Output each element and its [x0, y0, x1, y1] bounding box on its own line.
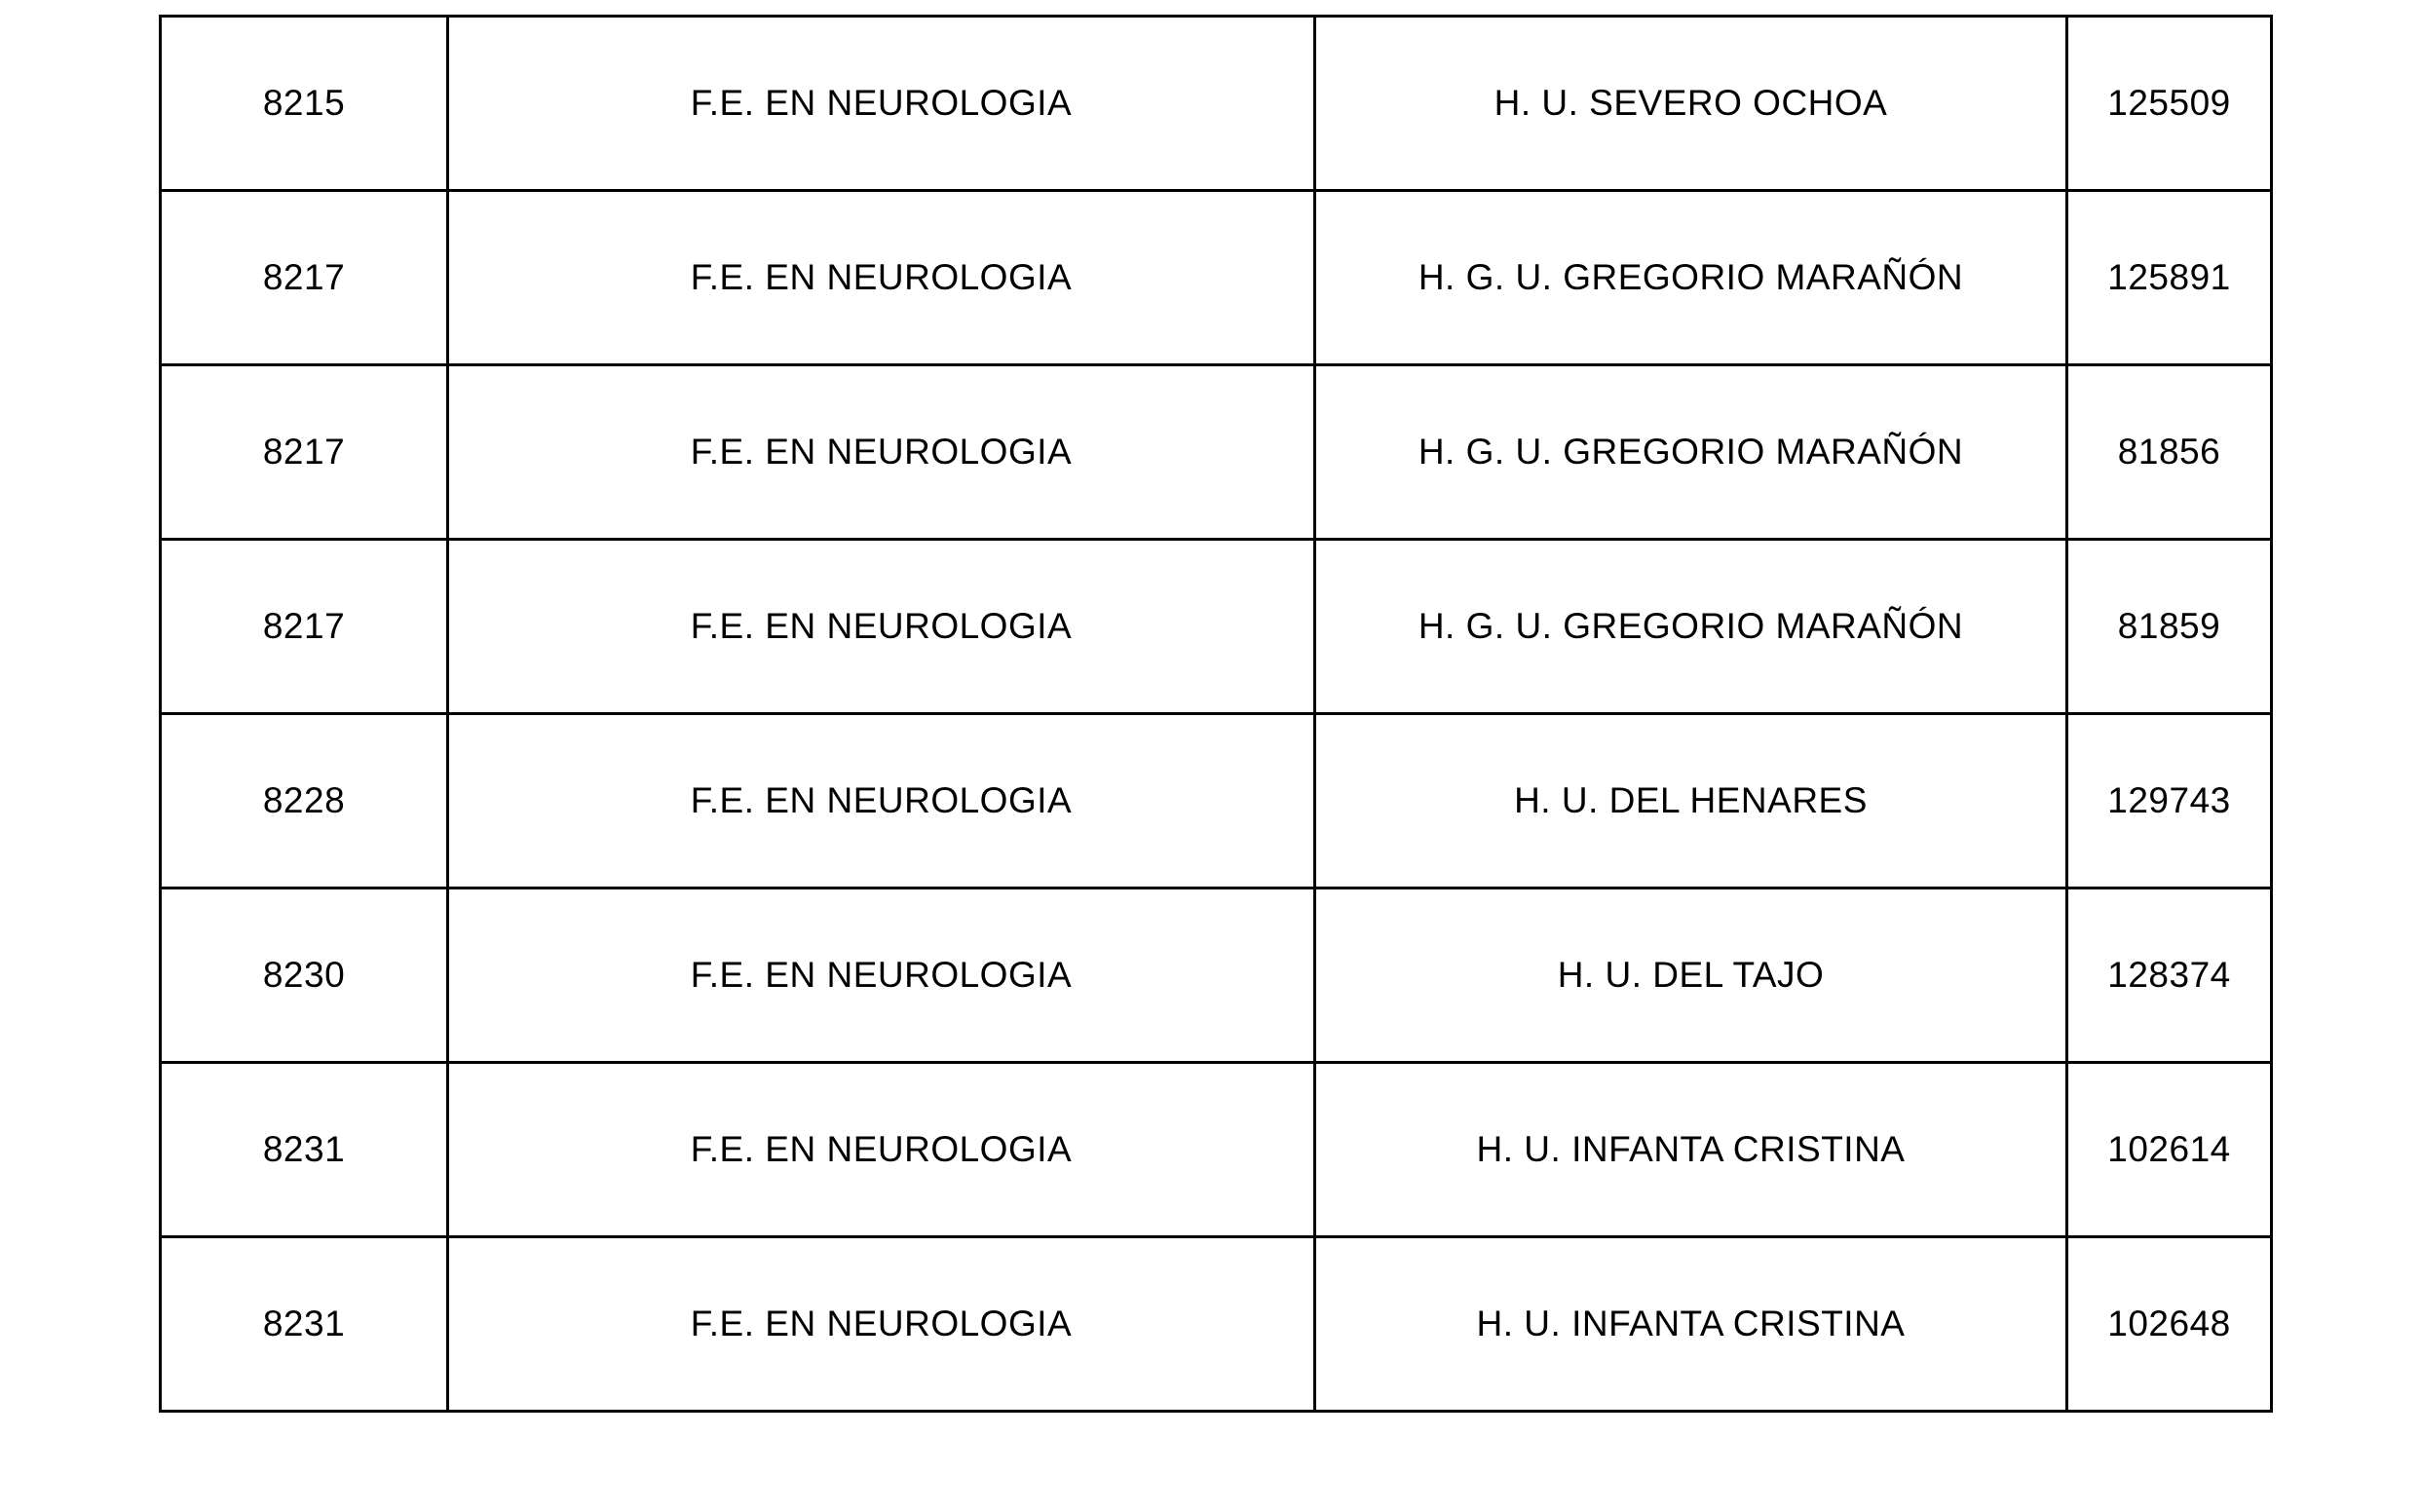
specialty-cell: F.E. EN NEUROLOGIA: [448, 191, 1315, 365]
specialty-cell: F.E. EN NEUROLOGIA: [448, 540, 1315, 714]
code-cell: 8231: [161, 1237, 448, 1412]
positions-table: [159, 15, 2273, 1413]
hospital-cell: H. G. U. GREGORIO MARAÑÓN: [1315, 191, 2067, 365]
number-cell: 81859: [2067, 540, 2272, 714]
number-cell: 128374: [2067, 888, 2272, 1063]
code-cell: 8215: [161, 17, 448, 191]
number-cell: 102648: [2067, 1237, 2272, 1412]
hospital-cell: H. U. SEVERO OCHOA: [1315, 17, 2067, 191]
code-cell: 8217: [161, 365, 448, 540]
code-cell: 8217: [161, 191, 448, 365]
hospital-cell: H. U. DEL TAJO: [1315, 888, 2067, 1063]
number-cell: 125891: [2067, 191, 2272, 365]
table-row: [161, 1063, 2272, 1237]
specialty-cell: F.E. EN NEUROLOGIA: [448, 888, 1315, 1063]
number-cell: 125509: [2067, 17, 2272, 191]
hospital-cell: H. U. DEL HENARES: [1315, 714, 2067, 888]
hospital-cell: H. U. INFANTA CRISTINA: [1315, 1063, 2067, 1237]
hospital-cell: H. G. U. GREGORIO MARAÑÓN: [1315, 540, 2067, 714]
table-row: [161, 191, 2272, 365]
specialty-cell: F.E. EN NEUROLOGIA: [448, 714, 1315, 888]
table-row: [161, 540, 2272, 714]
specialty-cell: F.E. EN NEUROLOGIA: [448, 1063, 1315, 1237]
code-cell: 8231: [161, 1063, 448, 1237]
number-cell: 81856: [2067, 365, 2272, 540]
specialty-cell: F.E. EN NEUROLOGIA: [448, 1237, 1315, 1412]
number-cell: 102614: [2067, 1063, 2272, 1237]
code-cell: 8228: [161, 714, 448, 888]
hospital-cell: H. G. U. GREGORIO MARAÑÓN: [1315, 365, 2067, 540]
table-row: [161, 365, 2272, 540]
table-row: [161, 1237, 2272, 1412]
code-cell: 8217: [161, 540, 448, 714]
code-cell: 8230: [161, 888, 448, 1063]
table-row: [161, 17, 2272, 191]
specialty-cell: F.E. EN NEUROLOGIA: [448, 17, 1315, 191]
number-cell: 129743: [2067, 714, 2272, 888]
table-row: [161, 714, 2272, 888]
table-row: [161, 888, 2272, 1063]
specialty-cell: F.E. EN NEUROLOGIA: [448, 365, 1315, 540]
hospital-cell: H. U. INFANTA CRISTINA: [1315, 1237, 2067, 1412]
